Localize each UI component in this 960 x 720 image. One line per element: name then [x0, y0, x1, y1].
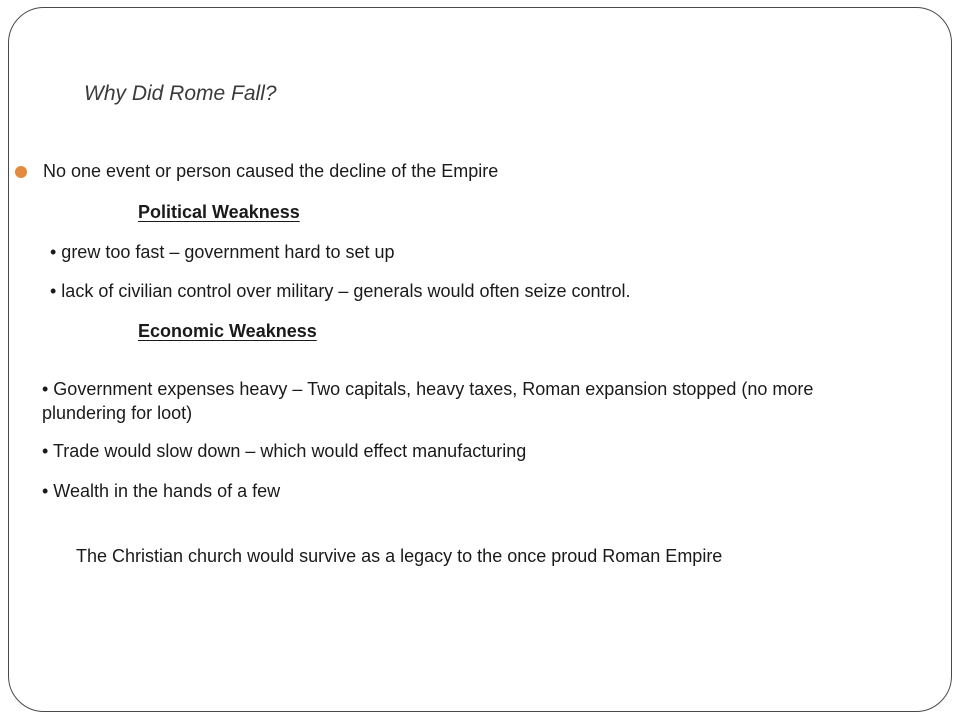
political-weakness-heading: Political Weakness	[138, 202, 300, 222]
economic-weakness-heading: Economic Weakness	[138, 321, 317, 341]
economic-item-2: • Trade would slow down – which would effect manufacturing	[42, 441, 527, 461]
economic-item-3: • Wealth in the hands of a few	[42, 481, 281, 501]
political-item-2: • lack of civilian control over military – generals would often seize control.	[50, 281, 631, 301]
slide-title: Why Did Rome Fall?	[84, 82, 277, 105]
political-item-1: • grew too fast – government hard to set up	[50, 242, 395, 262]
bullet-dot-icon	[15, 166, 27, 178]
slide-frame	[8, 7, 952, 712]
conclusion-text: The Christian church would survive as a legacy to the once proud Roman Empire	[76, 546, 723, 566]
main-bullet-text: No one event or person caused the decline of the Empire	[43, 161, 499, 181]
economic-item-1: • Government expenses heavy – Two capitals, heavy taxes, Roman expansion stopped (no more plundering for loot)	[42, 379, 814, 423]
